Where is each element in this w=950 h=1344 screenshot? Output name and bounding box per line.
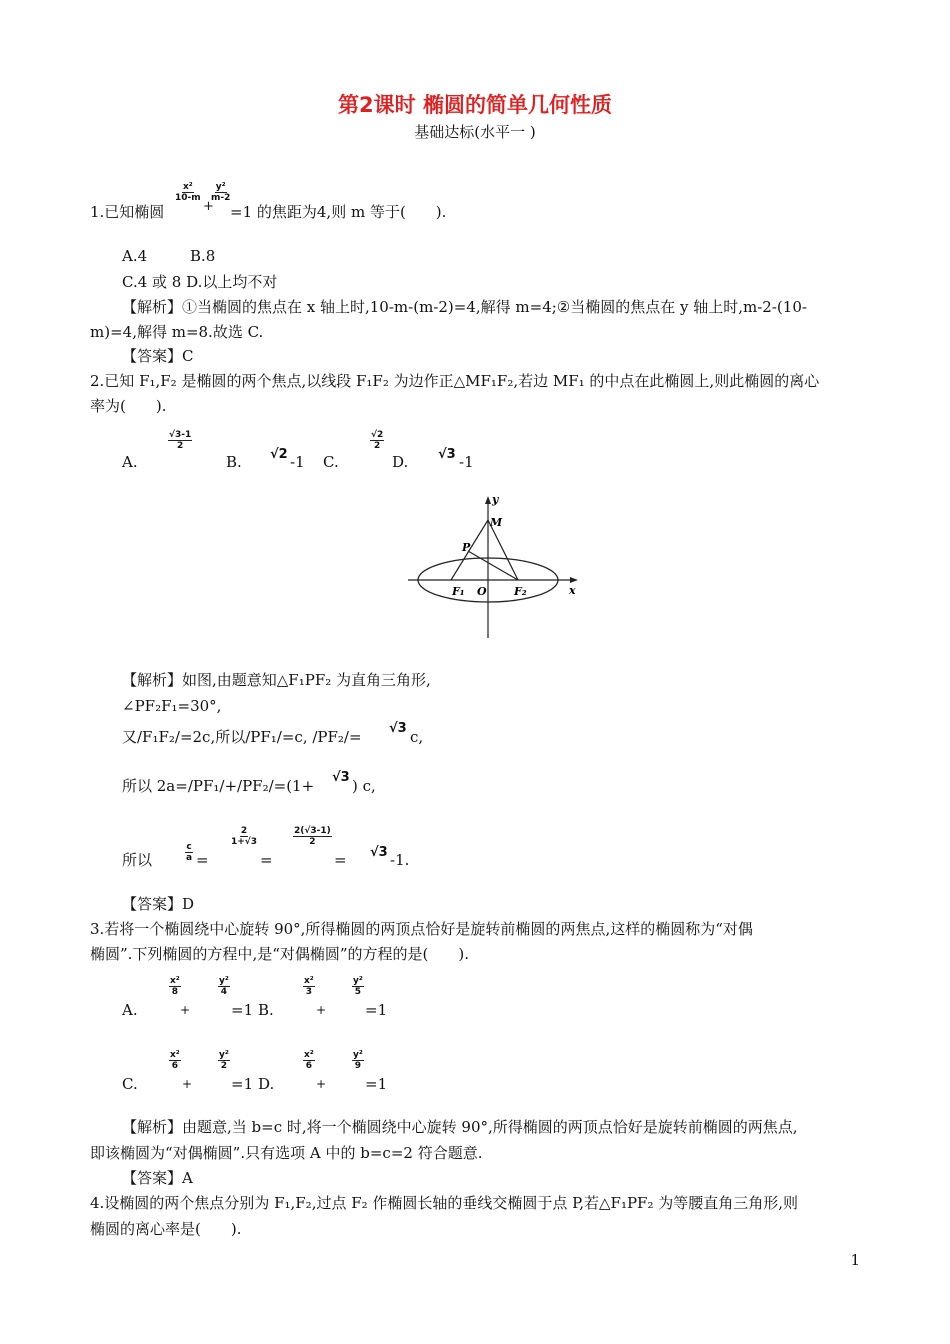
q2-stem-line1: 2.已知 F₁,F₂ 是椭圆的两个焦点,以线段 F₁F₂ 为边作正△MF₁F₂,若边 MF₁ 的中点在此椭圆上,则此椭圆的离心 <box>90 372 820 390</box>
page-title: 第2课时 椭圆的简单几何性质 <box>338 93 612 117</box>
q3-option-b-tail: =1 <box>365 1001 388 1019</box>
q3-b-f1-den: 3 <box>305 987 312 997</box>
x-axis-arrow <box>570 577 578 583</box>
q1-analysis-line1: 【解析】①当椭圆的焦点在 x 轴上时,10-m-(m-2)=4,解得 m=4;②当椭圆的焦点在 y 轴上时,m-2-(10- <box>122 298 807 316</box>
q3-option-a-frac-x <box>169 976 181 997</box>
label-f2: F₂ <box>514 585 527 598</box>
q3-d-f2-den: 9 <box>354 1061 362 1071</box>
q1-analysis-line2: m)=4,解得 m=8.故选 C. <box>90 323 264 341</box>
page-number: 1 <box>850 1251 860 1269</box>
q2-analysis-line3-suffix: c, <box>410 728 424 746</box>
label-f1: F₁ <box>452 585 465 598</box>
q2-frac-2sqrt3-minus1-over-2 <box>293 826 332 847</box>
q3-option-d-label: D. <box>258 1075 275 1093</box>
q3-answer: 【答案】A <box>122 1169 193 1187</box>
q2-option-a-label: A. <box>122 453 138 471</box>
q2-option-b-label: B. <box>226 453 242 471</box>
q2-frac-ca-den: a <box>186 853 193 863</box>
q4-stem-line1: 4.设椭圆的两个焦点分别为 F₁,F₂,过点 F₂ 作椭圆长轴的垂线交椭圆于点 P,若△F₁PF₂ 为等腰直角三角形,则 <box>90 1194 799 1212</box>
q2-option-c-fraction <box>370 430 384 451</box>
q1-stem-suffix: =1 的焦距为4,则 m 等于( ). <box>230 203 447 221</box>
q2-option-d-suffix: -1 <box>459 453 474 471</box>
q3-option-a-tail: =1 <box>231 1001 254 1019</box>
q2-eq3: = <box>334 851 347 869</box>
q2-analysis-line2: ∠PF₂F₁=30°, <box>122 697 222 715</box>
q1-frac1-den: 10-m <box>175 193 201 203</box>
q3-option-c-frac-y <box>218 1050 230 1071</box>
q3-a-f2-den: 4 <box>220 987 228 997</box>
q2-optC-num: √2 <box>371 430 384 440</box>
q2-frac-c-over-a <box>185 842 193 863</box>
q3-d-f1-num: x² <box>304 1050 314 1060</box>
q2-analysis-line4: 所以 2a=/PF₁/+/PF₂/=(1+ <box>122 777 315 795</box>
q2-analysis-line5: 所以 <box>122 851 153 869</box>
q1-plus: + <box>203 199 214 214</box>
q3-analysis-line1: 【解析】由题意,当 b=c 时,将一个椭圆绕中心旋转 90°,所得椭圆的两顶点恰好是旋转前椭圆的两焦点, <box>122 1118 798 1136</box>
label-p: P <box>462 541 471 554</box>
q2-frac-b-num: 2 <box>240 826 248 836</box>
label-m: M <box>490 516 503 529</box>
q1-frac2-den: m-2 <box>211 193 231 203</box>
q2-analysis-line3: 又/F₁F₂/=2c,所以/PF₁/=c, /PF₂/= <box>122 728 362 746</box>
q3-c-f1-num: x² <box>170 1050 180 1060</box>
q2-optC-den: 2 <box>374 441 381 451</box>
q3-option-b-plus: + <box>316 1003 327 1017</box>
q4-stem-line2: 椭圆的离心率是( ). <box>90 1220 242 1238</box>
q2-optA-den: 2 <box>177 441 184 451</box>
q3-option-a-frac-y <box>218 976 230 997</box>
q3-option-c-frac-x <box>169 1050 181 1071</box>
q3-option-c-plus: + <box>182 1077 193 1091</box>
q2-analysis-line3-sqrt: √3 <box>389 721 407 736</box>
q3-option-d-tail: =1 <box>365 1075 388 1093</box>
q1-fraction-x <box>174 182 202 203</box>
q3-option-a-plus: + <box>180 1003 191 1017</box>
q3-b-f2-num: y² <box>353 976 363 986</box>
q2-eq2: = <box>260 851 273 869</box>
ellipse-figure <box>400 490 585 642</box>
q3-stem-line2: 椭圆”.下列椭圆的方程中,是“对偶椭圆”的方程的是( ). <box>90 945 470 963</box>
q2-frac-ca-num: c <box>186 842 192 852</box>
q3-option-d-plus: + <box>316 1077 327 1091</box>
q3-b-f1-num: x² <box>304 976 314 986</box>
q2-analysis-line4-suffix: ) c, <box>352 777 376 795</box>
q2-analysis-line1: 【解析】如图,由题意知△F₁PF₂ 为直角三角形, <box>122 671 431 689</box>
q2-eq1: = <box>196 851 209 869</box>
label-y: y <box>492 493 499 506</box>
q3-d-f2-num: y² <box>353 1050 363 1060</box>
q2-analysis-line5-sqrt: √3 <box>370 845 388 860</box>
y-axis-arrow <box>485 496 491 504</box>
q3-analysis-line2: 即该椭圆为“对偶椭圆”.只有选项 A 中的 b=c=2 符合题意. <box>90 1144 483 1162</box>
q2-frac-b-den: 1+√3 <box>231 837 258 847</box>
q2-option-b-sqrt: √2 <box>270 447 288 462</box>
q3-c-f2-num: y² <box>219 1050 229 1060</box>
q1-fraction-y <box>210 182 231 203</box>
q3-a-f1-den: 8 <box>171 987 178 997</box>
q3-d-f1-den: 6 <box>305 1061 312 1071</box>
q3-stem-line1: 3.若将一个椭圆绕中心旋转 90°,所得椭圆的两顶点恰好是旋转前椭圆的两焦点,这样的椭圆称为“对偶 <box>90 920 753 938</box>
q2-option-d-label: D. <box>392 453 409 471</box>
q3-option-d-frac-x <box>303 1050 315 1071</box>
q3-a-f1-num: x² <box>170 976 180 986</box>
q1-option-a: A.4 <box>122 247 148 265</box>
q2-frac-2-over-1plus-sqrt3 <box>230 826 258 847</box>
q1-answer: 【答案】C <box>122 347 194 365</box>
q2-option-a-fraction <box>168 430 192 451</box>
q2-option-d-sqrt: √3 <box>438 447 456 462</box>
q2-analysis-line5-suffix: -1. <box>390 851 410 869</box>
q1-stem-prefix: 1.已知椭圆 <box>90 203 165 221</box>
label-o: O <box>477 585 487 598</box>
q3-c-f2-den: 2 <box>220 1061 228 1071</box>
q3-c-f1-den: 6 <box>171 1061 178 1071</box>
q3-option-b-label: B. <box>258 1001 274 1019</box>
q3-option-d-frac-y <box>352 1050 364 1071</box>
q1-frac2-num: y² <box>215 182 226 192</box>
q1-frac1-num: x² <box>182 182 193 192</box>
q3-option-c-label: C. <box>122 1075 138 1093</box>
q3-b-f2-den: 5 <box>354 987 362 997</box>
q2-answer: 【答案】D <box>122 895 195 913</box>
q2-frac-c-den: 2 <box>309 837 316 847</box>
q2-stem-line2: 率为( ). <box>90 397 167 415</box>
q2-option-b-suffix: -1 <box>290 453 305 471</box>
q2-optA-num: √3-1 <box>169 430 192 440</box>
q2-option-c-label: C. <box>323 453 339 471</box>
q1-option-cd: C.4 或 8 D.以上均不对 <box>122 273 278 291</box>
q3-option-b-frac-y <box>352 976 364 997</box>
q3-option-c-tail: =1 <box>231 1075 254 1093</box>
q3-option-a-label: A. <box>122 1001 138 1019</box>
q2-frac-c-num: 2(√3-1) <box>294 826 331 836</box>
q2-analysis-line4-sqrt: √3 <box>332 770 350 785</box>
label-x: x <box>569 584 576 597</box>
page-subtitle: 基础达标(水平一 ) <box>414 123 536 141</box>
q3-option-b-frac-x <box>303 976 315 997</box>
q3-a-f2-num: y² <box>219 976 229 986</box>
q1-option-b: B.8 <box>190 247 216 265</box>
